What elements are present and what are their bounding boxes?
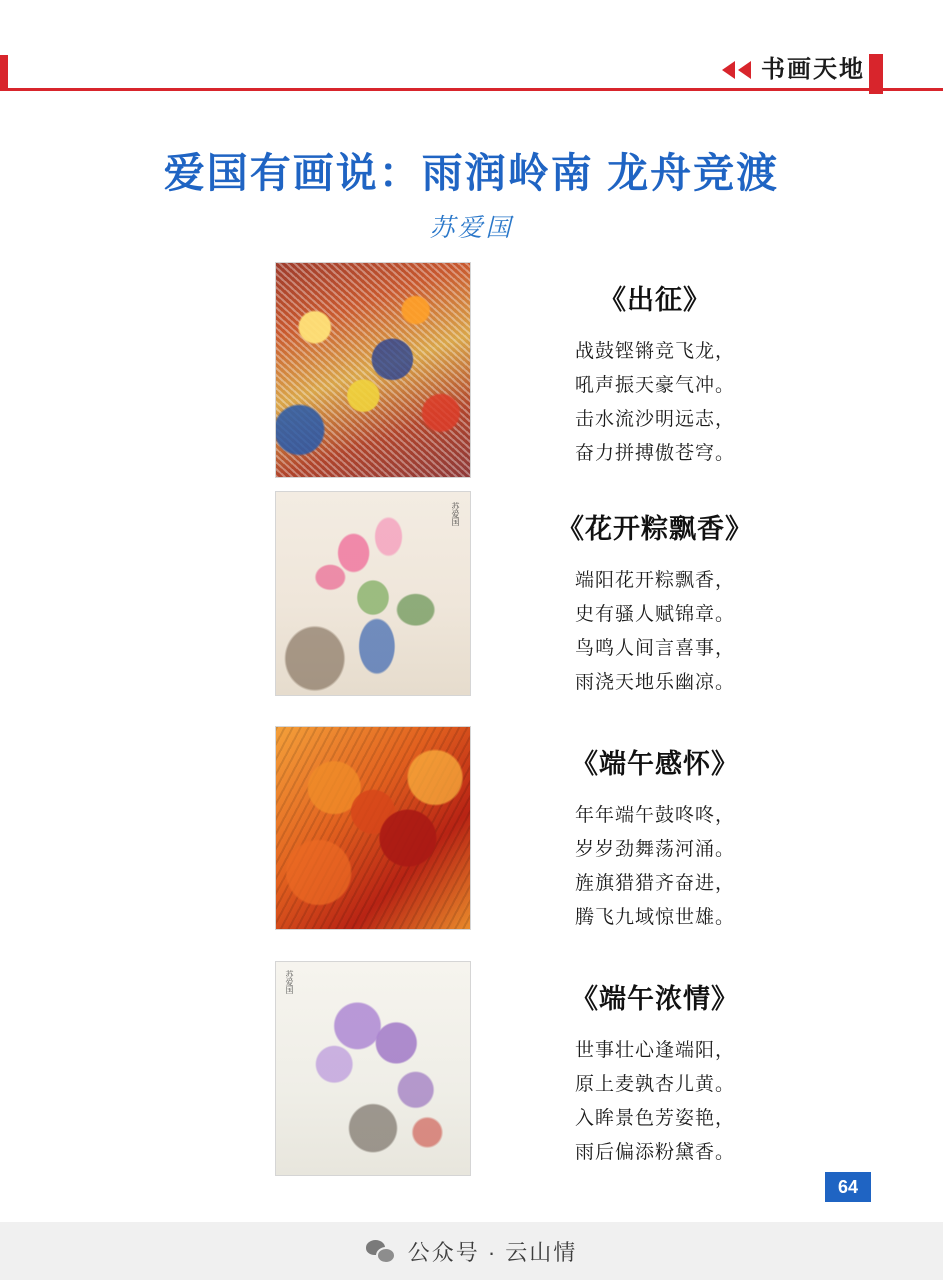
poem-entry <box>0 491 943 700</box>
poem-entry <box>0 262 943 471</box>
poem-title: 《端午感怀》 <box>571 749 739 779</box>
poem-entry-list <box>0 262 943 1190</box>
poem-line: 端阳花开粽飘香， <box>574 570 735 591</box>
page-header <box>0 0 943 96</box>
painting-seal-text: 苏爱国 <box>285 970 294 994</box>
poem-line: 鸟鸣人间言喜事， <box>574 638 735 659</box>
poem-entry <box>0 726 943 935</box>
poem-text-column <box>490 491 820 700</box>
poem-line: 原上麦孰杏儿黄。 <box>574 1074 735 1095</box>
section-tag <box>722 58 865 82</box>
footer-account-text: 公众号 · 云山情 <box>407 1239 578 1265</box>
chu-zheng-painting <box>275 262 471 478</box>
poem-line: 入眸景色芳姿艳， <box>574 1108 735 1129</box>
poem-line: 岁岁劲舞荡河涌。 <box>574 839 735 860</box>
poem-line: 史有骚人赋锦章。 <box>574 604 735 625</box>
painting-seal-text: 苏爱国 <box>451 502 460 526</box>
poem-entry <box>0 961 943 1170</box>
poem-title: 《端午浓情》 <box>571 984 739 1014</box>
page-number-badge: 64 <box>825 1172 871 1202</box>
duan-wu-gan-huai-painting <box>275 726 471 930</box>
poem-line: 雨浇天地乐幽凉。 <box>574 672 735 693</box>
header-divider-rule <box>0 88 943 91</box>
double-left-triangle-icon <box>722 61 751 79</box>
poem-line: 奋力拼搏傲苍穹。 <box>574 443 735 464</box>
poem-title: 《花开粽飘香》 <box>557 514 753 544</box>
footer-bar <box>0 1222 943 1280</box>
poem-line: 年年端午鼓咚咚， <box>574 805 735 826</box>
duan-wu-nong-qing-painting <box>275 961 471 1176</box>
hua-kai-zong-piao-xiang-painting <box>275 491 471 696</box>
poem-line: 击水流沙明远志， <box>574 409 735 430</box>
poem-line: 雨后偏添粉黛香。 <box>574 1142 735 1163</box>
article-author: 苏爱国 <box>429 215 514 242</box>
poem-line: 战鼓铿锵竞飞龙， <box>574 341 735 362</box>
section-label: 书画天地 <box>761 56 865 83</box>
poem-text-column <box>490 961 820 1170</box>
page-title: 爱国有画说：雨润岭南 龙舟竞渡 <box>163 150 780 196</box>
poem-text-column <box>490 262 820 471</box>
wechat-icon <box>366 1239 396 1264</box>
poem-line: 世事壮心逢端阳， <box>574 1040 735 1061</box>
poem-text-column <box>490 726 820 935</box>
poem-line: 吼声振天豪气冲。 <box>574 375 735 396</box>
poem-line: 旌旗猎猎齐奋进， <box>574 873 735 894</box>
header-right-accent <box>869 54 883 94</box>
header-left-accent <box>0 55 8 91</box>
poem-title: 《出征》 <box>599 285 711 315</box>
poem-line: 腾飞九域惊世雄。 <box>574 907 735 928</box>
